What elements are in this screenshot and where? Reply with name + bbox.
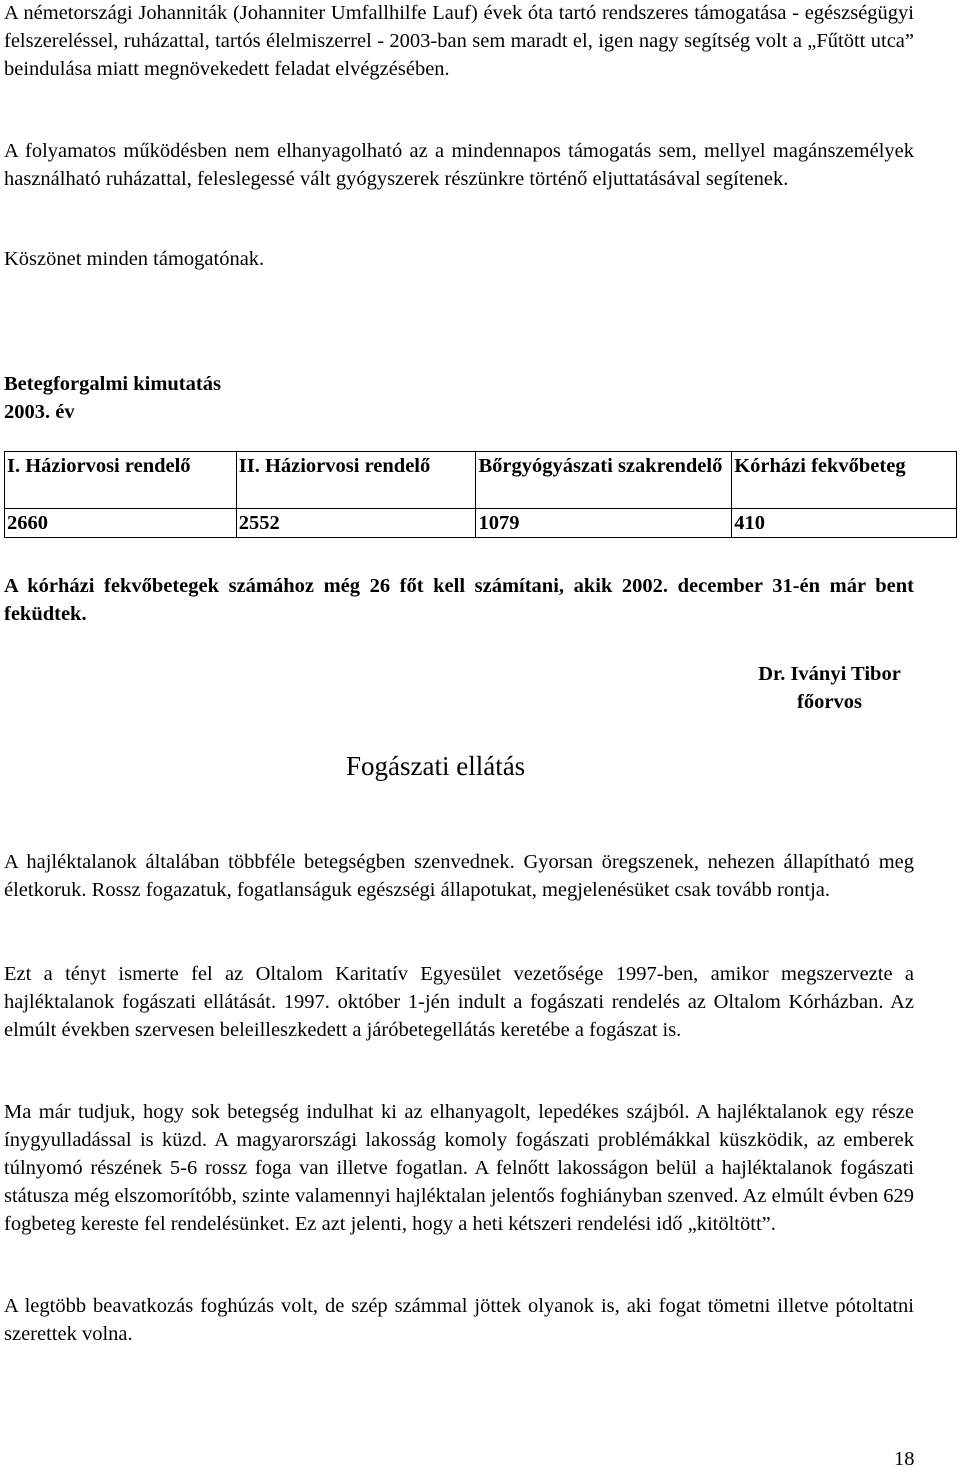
- section-title: Fogászati ellátás: [346, 751, 526, 781]
- intro-paragraph-1: A németországi Johanniták (Johanniter Umfallhilfe Lauf) évek óta tartó rendszeres támogatása - egészségügyi felszereléssel, ruházattal, tartós élelmiszerrel - 2003-ban sem maradt el, igen nagy segítség volt a „Fűtött utca” beindulása miatt megnövekedett feladat elvégzésében.: [4, 2, 914, 80]
- table-header-cell: I. Háziorvosi rendelő: [5, 452, 237, 509]
- table-row: [5, 509, 957, 538]
- table-header-cell: Bőrgyógyászati szakrendelő: [476, 452, 732, 509]
- table-header-cell: Kórházi fekvőbeteg: [732, 452, 957, 509]
- intro-paragraph-2: A folyamatos működésben nem elhanyagolható az a mindennapos támogatás sem, mellyel magánszemélyek használható ruházattal, feleslegessé vált gyógyszerek részünkre történő eljuttatásával segítenek.: [4, 140, 914, 190]
- table-cell: 410: [732, 509, 957, 538]
- patient-stats-table: [4, 451, 957, 538]
- dental-paragraph-4: A legtöbb beavatkozás foghúzás volt, de szép számmal jöttek olyanok is, aki fogat tömetni illetve pótoltatni szerettek volna.: [4, 1295, 914, 1345]
- table-cell: 2552: [236, 509, 476, 538]
- table-cell: 2660: [5, 509, 237, 538]
- stats-note: A kórházi fekvőbetegek számához még 26 főt kell számítani, akik 2002. december 31-én már bent feküdtek.: [4, 575, 914, 625]
- table-header-cell: II. Háziorvosi rendelő: [236, 452, 476, 509]
- intro-paragraph-3: Köszönet minden támogatónak.: [4, 248, 265, 270]
- stats-year: 2003. év: [4, 401, 75, 423]
- table-header-row: [5, 452, 957, 509]
- signature-role: főorvos: [797, 691, 862, 713]
- dental-paragraph-3: Ma már tudjuk, hogy sok betegség indulhat ki az elhanyagolt, lepedékes szájból. A hajléktalanok egy része ínygyulladással is küzd. A magyarországi lakosság komoly fogászati problémákkal küszködik, az emberek túlnyomó részének 5-6 rossz foga van illetve fogatlan. A felnőtt lakosságon belül a hajléktalanok fogászati státusza még elszomorítóbb, szinte valamennyi hajléktalan jelentős foghiányban szenved. Az elmúlt évben 629 fogbeteg kereste fel rendelésünket. Ez azt jelenti, hogy a heti kétszeri rendelési idő „kitöltött”.: [4, 1101, 914, 1235]
- signature-name: Dr. Iványi Tibor: [758, 663, 901, 685]
- table-cell: 1079: [476, 509, 732, 538]
- signature-block: [742, 660, 917, 716]
- dental-paragraph-2: Ezt a tényt ismerte fel az Oltalom Karitatív Egyesület vezetősége 1997-ben, amikor megszervezte a hajléktalanok fogászati ellátását. 1997. október 1-jén indult a fogászati rendelés az Oltalom Kórházban. Az elmúlt években szervesen beleilleszkedett a járóbetegellátás keretébe a fogászat is.: [4, 963, 914, 1041]
- stats-heading: Betegforgalmi kimutatás: [4, 373, 221, 395]
- dental-paragraph-1: A hajléktalanok általában többféle betegségben szenvednek. Gyorsan öregszenek, nehezen állapítható meg életkoruk. Rossz fogazatuk, fogatlanságuk egészségi állapotukat, megjelenésüket csak tovább rontja.: [4, 851, 914, 901]
- page-number: 18: [894, 1448, 915, 1470]
